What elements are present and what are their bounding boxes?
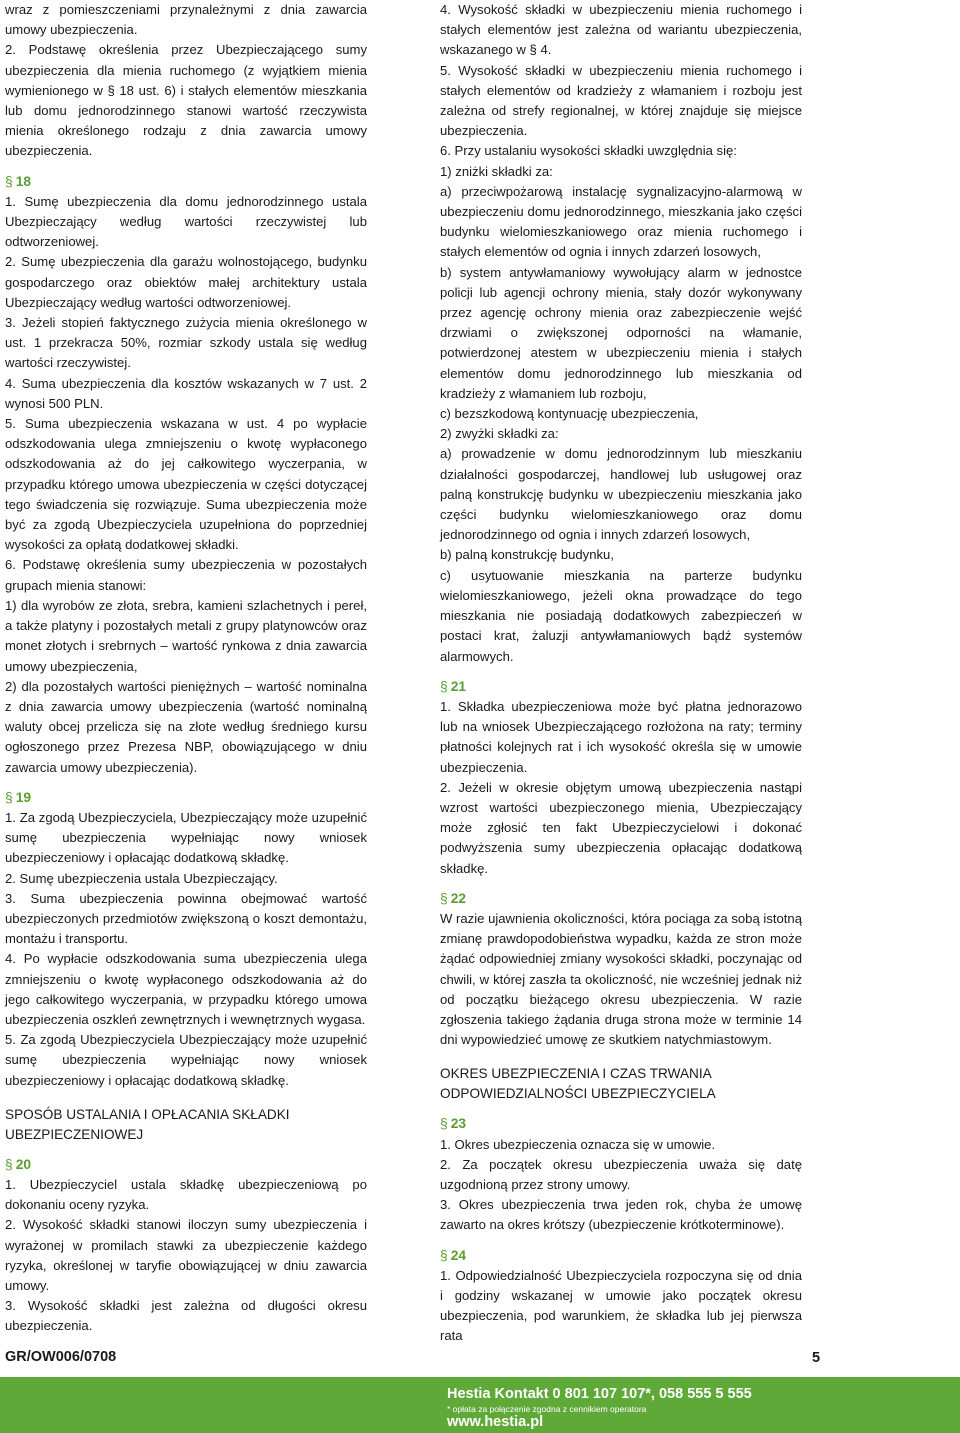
section-symbol: § [5, 173, 13, 189]
right-column [440, 0, 802, 1347]
paragraph: 4. Wysokość składki w ubezpieczeniu mienia ruchomego i stałych elementów jest zależna od wariantu ubezpieczenia, wskazanego w § 4. [440, 2, 802, 58]
paragraph: 1) dla wyrobów ze złota, srebra, kamieni szlachetnych i pereł, a także platyny i pozostałych metali z grupy platynowców oraz monet złotych i srebrnych – wartość rynkowa z dnia zawarcia umowy ubezpieczenia, [5, 597, 367, 674]
paragraph: c) bezszkodową kontynuację ubezpieczenia, [440, 406, 699, 422]
section-symbol: § [5, 789, 13, 805]
paragraph: 3. Jeżeli stopień faktycznego zużycia mienia określonego w ust. 1 przekracza 50%, rozmiar szkody ustala się według wartości rzeczywistej. [5, 315, 367, 371]
paragraph: 2) dla pozostałych wartości pieniężnych – wartość nominalna z dnia zawarcia umowy ubezpieczenia (wartość nominalną waluty obcej przelicza się na złote według średniego kursu ogłoszonego przez Prezesa NBP, obowiązującego w dniu zawarcia umowy ubezpieczenia). [5, 678, 367, 775]
website-link[interactable]: www.hestia.pl [447, 1414, 544, 1430]
paragraph: 2. Sumę ubezpieczenia ustala Ubezpieczający. [5, 870, 278, 886]
section-number-text: 19 [15, 789, 32, 805]
section-symbol: § [440, 1116, 448, 1132]
contact-phone: Hestia Kontakt 0 801 107 107*, 058 555 5 555 [447, 1386, 752, 1402]
paragraph: 2. Jeżeli w okresie objętym umową ubezpieczenia nastąpi wzrost wartości ubezpieczonego mienia, Ubezpieczający może zgłosić ten fakt Ubezpieczycielowi i dokonać podwyższenia sumy ubezpieczenia opłacając dodatkową składkę. [440, 779, 802, 876]
paragraph: 1. Składka ubezpieczeniowa może być płatna jednorazowo lub na wniosek Ubezpieczającego rozłożona na raty; terminy płatności kolejnych rat i ich wysokość określa się w umowie ubezpieczenia. [440, 698, 802, 775]
section-number [5, 1155, 367, 1175]
section-symbol: § [440, 1247, 448, 1263]
paragraph: 3. Suma ubezpieczenia powinna obejmować wartość ubezpieczonych przedmiotów zwiększoną o koszt demontażu, montażu i transportu. [5, 890, 367, 947]
paragraph: 1. Sumę ubezpieczenia dla domu jednorodzinnego ustala Ubezpieczający według wartości rzeczywistej lub odtworzeniowej. [5, 193, 367, 250]
paragraph: wraz z pomieszczeniami przynależnymi z dnia zawarcia umowy ubezpieczenia. [5, 2, 367, 38]
paragraph: 2. Podstawę określenia przez Ubezpieczającego sumy ubezpieczenia dla mienia ruchomego (z wyjątkiem mienia wymienionego w § 18 ust. 6) i stałych elementów mieszkania lub domu jednorodzinnego stanowi wartość rzeczywista mienia określonego rodzaju z dnia zawarcia umowy ubezpieczenia. [5, 42, 367, 159]
paragraph: 6. Przy ustalaniu wysokości składki uwzględnia się: [440, 143, 737, 159]
section-number-text: 20 [15, 1156, 32, 1172]
page-number: 5 [812, 1350, 821, 1366]
paragraph: 5. Za zgodą Ubezpieczyciela Ubezpieczający może uzupełnić sumę ubezpieczenia wypełniając nowy wniosek ubezpieczeniowy i opłacając dodatkową składkę. [5, 1032, 367, 1088]
paragraph: 2) zwyżki składki za: [440, 426, 559, 442]
section-number [440, 677, 802, 697]
paragraph: W razie ujawnienia okoliczności, która pociąga za sobą istotną zmianę prawdopodobieństwa wypadku, każda ze stron może żądać odpowiedniej zmiany wysokości składki, poczynając od chwili, w której zaszła ta okoliczność, nie wcześniej jednak niż od początku bieżącego okresu ubezpieczenia. W razie zgłoszenia takiego żądania druga strona może w terminie 14 dni wypowiedzieć umowę ze skutkiem natychmiastowym. [440, 910, 802, 1048]
paragraph: 2. Sumę ubezpieczenia dla garażu wolnostojącego, budynku gospodarczego oraz obiektów małej architektury ustala Ubezpieczający według wartości odtworzeniowej. [5, 254, 367, 310]
paragraph: a) prowadzenie w domu jednorodzinnym lub mieszkaniu działalności gospodarczej, handlowej lub usługowej oraz palną konstrukcję budynku w ubezpieczeniu mieszkania jako części budynku wielomieszkaniowego oraz domu jednorodzinnego od ognia i innych zdarzeń losowych, [440, 446, 802, 543]
paragraph: b) system antywłamaniowy wywołujący alarm w jednostce policji lub agencji ochrony mienia, stały dozór wykonywany przez agencję ochrony mienia oraz zabezpieczenie wejść drzwiami o zwiększonej odporności na włamanie, potwierdzonej atestem w ubezpieczeniu mienia i stałych elementów domu jednorodzinnego lub mieszkania od kradzieży z włamaniem lub rozboju, [440, 264, 802, 401]
document-code: GR/OW006/0708 [5, 1349, 117, 1365]
section-heading: OKRES UBEZPIECZENIA I CZAS TRWANIA ODPOWIEDZIALNOŚCI UBEZPIECZYCIELA [440, 1066, 716, 1102]
section-number-text: 22 [450, 890, 467, 906]
section-number [440, 1114, 802, 1134]
section-number [440, 1246, 802, 1266]
paragraph: 3. Okres ubezpieczenia trwa jeden rok, chyba że umowę zawarto na okres krótszy (ubezpieczenie krótkoterminowe). [440, 1197, 802, 1233]
paragraph: 1. Ubezpieczyciel ustala składkę ubezpieczeniową po dokonaniu oceny ryzyka. [5, 1176, 367, 1213]
section-symbol: § [440, 678, 448, 694]
section-number-text: 21 [450, 678, 467, 694]
paragraph: 5. Suma ubezpieczenia wskazana w ust. 4 po wypłacie odszkodowania ulega zmniejszeniu o kwotę wypłaconego odszkodowania aż do jej całkowitego wyczerpania, w przypadku którego umowa ubezpieczenia w części dotyczącej tego świadczenia się rozwiązuje. Suma ubezpieczenia może być za zgodą Ubezpieczyciela uzupełniona do poprzedniej wysokości za opłatą dodatkowej składki. [5, 416, 367, 553]
contact-footnote: * opłata za połączenie zgodna z cennikiem operatora [447, 1404, 647, 1414]
paragraph: 2. Za początek okresu ubezpieczenia uważa się datę uzgodnioną przez strony umowy. [440, 1156, 802, 1192]
section-heading: SPOSÓB USTALANIA I OPŁACANIA SKŁADKI UBEZPIECZENIOWEJ [5, 1106, 290, 1142]
section-number [5, 172, 367, 192]
paragraph: 2. Wysokość składki stanowi iloczyn sumy ubezpieczenia i wyrażonej w promilach stawki za ubezpieczenie każdego ryzyka, określonej w taryfie obowiązującej w dniu zawarcia umowy. [5, 1217, 367, 1293]
section-number-text: 18 [15, 173, 32, 189]
section-number [440, 889, 802, 909]
paragraph: 4. Suma ubezpieczenia dla kosztów wskazanych w 7 ust. 2 wynosi 500 PLN. [5, 375, 367, 411]
section-symbol: § [440, 890, 448, 906]
paragraph: 4. Po wypłacie odszkodowania suma ubezpieczenia ulega zmniejszeniu o kwotę wypłaconego odszkodowania aż do jego całkowitego wyczerpania, w przypadku którego umowa ubezpieczenia oszkleń zewnętrznych i wewnętrznych wygasa. [5, 951, 367, 1027]
paragraph: b) palną konstrukcję budynku, [440, 547, 614, 563]
paragraph: a) przeciwpożarową instalację sygnalizacyjno-alarmową w ubezpieczeniu domu jednorodzinnego, mieszkania jako części budynku wielomieszkaniowego oraz mienia ruchomego i stałych elementów od ognia i innych zdarzeń losowych, [440, 183, 802, 260]
paragraph: 3. Wysokość składki jest zależna od długości okresu ubezpieczenia. [5, 1298, 367, 1334]
section-number-text: 24 [450, 1247, 467, 1263]
paragraph: 1. Okres ubezpieczenia oznacza się w umowie. [440, 1136, 716, 1152]
section-number [5, 788, 367, 808]
left-column [5, 0, 367, 1337]
paragraph: 1. Odpowiedzialność Ubezpieczyciela rozpoczyna się od dnia i godziny wskazanej w umowie jako początek okresu ubezpieczenia, pod warunkiem, że składka lub jej pierwsza rata [440, 1267, 802, 1344]
contact-band [0, 1377, 960, 1433]
paragraph: 1. Za zgodą Ubezpieczyciela, Ubezpieczający może uzupełnić sumę ubezpieczenia wypełniając nowy wniosek ubezpieczeniowy i opłacając dodatkową składkę. [5, 809, 367, 866]
section-symbol: § [5, 1156, 13, 1172]
paragraph: c) usytuowanie mieszkania na parterze budynku wielomieszkaniowego, jeżeli okna prowadzące do tego mieszkania nie posiadają dodatkowych zabezpieczeń w postaci krat, żaluzji antywłamaniowych bądź systemów alarmowych. [440, 567, 802, 664]
paragraph: 5. Wysokość składki w ubezpieczeniu mienia ruchomego i stałych elementów od kradzieży z włamaniem i rozboju jest zależna od strefy regionalnej, w której znajduje się miejsce ubezpieczenia. [440, 62, 802, 139]
section-number-text: 23 [450, 1116, 467, 1132]
paragraph: 6. Podstawę określenia sumy ubezpieczenia w pozostałych grupach mienia stanowi: [5, 557, 367, 593]
paragraph: 1) zniżki składki za: [440, 163, 553, 179]
